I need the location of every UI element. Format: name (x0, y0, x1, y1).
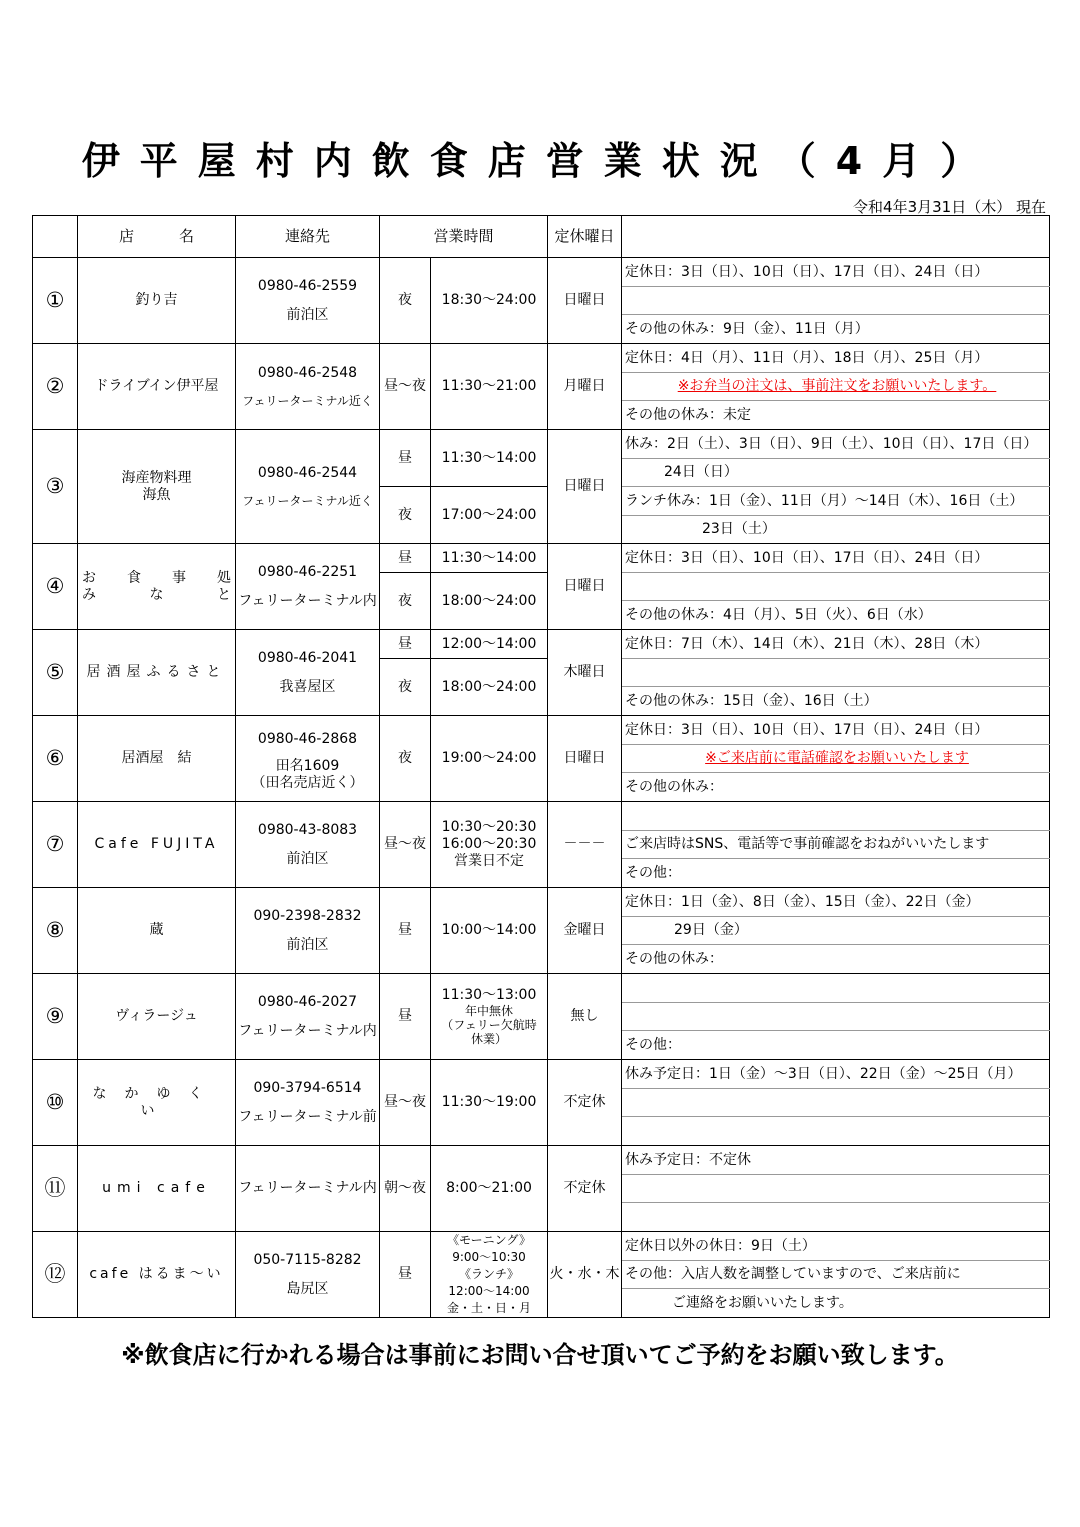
hours-line: 年中無休 (465, 1004, 514, 1018)
closed-day: －－－ (548, 802, 622, 888)
note-line: 定休日：4日（月）、11日（月）、18日（月）、25日（月） (622, 344, 1050, 373)
as-of-date: 令和4年3月31日（木） 現在 (853, 198, 1046, 216)
contact-cell (236, 630, 380, 716)
hours: 19:00～24:00 (431, 716, 548, 802)
phone-number: 0980-46-2041 (257, 649, 358, 666)
period: 昼 (380, 888, 431, 974)
note-line (622, 1003, 1050, 1031)
shop-name: ドライブイン伊平屋 (78, 344, 236, 430)
closed-day: 月曜日 (548, 344, 622, 430)
phone-number: 0980-46-2868 (257, 731, 358, 747)
location: 我喜屋区 (279, 678, 336, 695)
note-line: その他の休み： (622, 945, 1050, 974)
hours: 11:30～21:00 (431, 344, 548, 430)
location: 前泊区 (286, 850, 329, 867)
hours-line: 11:30～13:00 (441, 987, 537, 1003)
header-notes (622, 216, 1050, 258)
hours: 18:00～24:00 (431, 573, 548, 630)
restaurant-schedule-table (32, 215, 1050, 1318)
note-line: 定休日：3日（日）、10日（日）、17日（日）、24日（日） (622, 544, 1050, 573)
phone-number: 0980-46-2548 (257, 365, 358, 381)
location: 前泊区 (286, 936, 329, 953)
hours-line: （フェリー欠航時 (441, 1018, 537, 1032)
shop-name: なかゆくい (78, 1060, 236, 1146)
note-line (622, 974, 1050, 1003)
shop-name: 居酒屋 結 (78, 716, 236, 802)
note-line: その他の休み： (622, 773, 1050, 802)
hours (431, 1232, 548, 1318)
header-row (33, 216, 1050, 258)
hours-line: 10:30～20:30 (441, 819, 537, 835)
note-line: その他： (622, 859, 1050, 888)
reservation-notice: ※飲食店に行かれる場合は事前にお問い合せ頂いてご予約をお願い致します。 (121, 1341, 959, 1369)
hours: 11:30～14:00 (431, 430, 548, 487)
note-line: その他の休み：15日（金）、16日（土） (622, 687, 1050, 716)
period: 昼～夜 (380, 344, 431, 430)
row-number: ④ (33, 544, 78, 630)
note-line: その他の休み：4日（月）、5日（火）、6日（水） (622, 601, 1050, 630)
note-line: 休み予定日：1日（金）～3日（日）、22日（金）～25日（月） (622, 1060, 1050, 1089)
shop-name: umi cafe (78, 1146, 236, 1232)
period: 昼 (380, 1232, 431, 1318)
note-line: ランチ休み：1日（金）、11日（月）～14日（木）、16日（土） (622, 487, 1050, 516)
closed-day: 金曜日 (548, 888, 622, 974)
closed-day: 日曜日 (548, 258, 622, 344)
location: フェリーターミナル内 (238, 592, 377, 609)
shop-name-line: 海産物料理 (121, 469, 192, 486)
note-warning: ※お弁当の注文は、事前注文をお願いいたします。 (622, 373, 1050, 401)
header-no (33, 216, 78, 258)
location (236, 754, 379, 792)
shop-name: 釣り吉 (78, 258, 236, 344)
contact-cell (236, 888, 380, 974)
header-contact: 連絡先 (236, 216, 380, 258)
table-row (33, 1146, 1050, 1175)
hours-line: 《ランチ》 (459, 1267, 520, 1281)
phone-number: 0980-46-2251 (257, 563, 358, 580)
shop-name (78, 430, 236, 544)
hours-line: 《モーニング》 (447, 1233, 531, 1247)
shop-name-line: 海魚 (142, 486, 171, 503)
table-row (33, 544, 1050, 573)
note-line: 定休日以外の休日：9日（土） (622, 1232, 1050, 1261)
closed-day: 日曜日 (548, 716, 622, 802)
contact-cell (236, 1060, 380, 1146)
period: 昼～夜 (380, 1060, 431, 1146)
note-line: 23日（土） (622, 516, 1050, 544)
closed-day: 木曜日 (548, 630, 622, 716)
name-char: お (82, 569, 96, 586)
row-number: ① (33, 258, 78, 344)
note-line (622, 802, 1050, 831)
note-line: 休み：2日（土）、3日（日）、9日（土）、10日（日）、17日（日） (622, 430, 1050, 459)
note-line (622, 1203, 1050, 1232)
hours: 10:00～14:00 (431, 888, 548, 974)
table-row (33, 1232, 1050, 1261)
hours-line: 休業） (471, 1032, 508, 1046)
period: 昼～夜 (380, 802, 431, 888)
contact-cell (236, 1232, 380, 1318)
shop-name-line (78, 570, 235, 587)
row-number: ⑩ (33, 1060, 78, 1146)
name-char: 処 (217, 569, 231, 586)
shop-name-line (78, 587, 235, 604)
phone-number: 090-3794-6514 (253, 1079, 362, 1096)
table-row (33, 344, 1050, 373)
note-line (622, 1089, 1050, 1117)
header-closed-day: 定休曜日 (548, 216, 622, 258)
note-line (622, 287, 1050, 315)
phone-number: 0980-43-8083 (257, 821, 358, 838)
table-row (33, 802, 1050, 831)
note-line: 24日（日） (622, 459, 1050, 487)
note-line (622, 1175, 1050, 1203)
location: フェリーターミナル近く (242, 494, 373, 508)
page-title: 伊平屋村内飲食店営業状況（4月） (81, 139, 999, 183)
hours-line: 12:00～14:00 (448, 1284, 530, 1298)
period: 昼 (380, 430, 431, 487)
hours: 11:30～14:00 (431, 544, 548, 573)
name-char: 食 (127, 569, 141, 586)
contact-cell (236, 974, 380, 1060)
location-line: （田名売店近く） (251, 775, 364, 791)
shop-name: cafe はるま～い (78, 1232, 236, 1318)
closed-day: 火・水・木 (548, 1232, 622, 1318)
location: 前泊区 (286, 306, 329, 323)
period: 夜 (380, 573, 431, 630)
hours-line: 営業日不定 (454, 853, 524, 869)
location: フェリーターミナル前 (238, 1108, 377, 1125)
period: 昼 (380, 544, 431, 573)
note-line: 定休日：3日（日）、10日（日）、17日（日）、24日（日） (622, 716, 1050, 745)
row-number: ⑪ (33, 1146, 78, 1232)
header-hours: 営業時間 (380, 216, 548, 258)
row-number: ⑤ (33, 630, 78, 716)
name-char: み (82, 586, 96, 603)
hours: 18:30～24:00 (431, 258, 548, 344)
shop-name: 居酒屋ふるさと (78, 630, 236, 716)
name-char: と (217, 586, 231, 603)
note-line: その他：入店人数を調整していますので、ご来店前に (622, 1261, 1050, 1289)
contact-cell (236, 802, 380, 888)
hours (431, 974, 548, 1060)
contact-cell (236, 716, 380, 802)
note-line: ご来店時はSNS、電話等で事前確認をおねがいいたします (622, 831, 1050, 859)
hours: 18:00～24:00 (431, 659, 548, 716)
closed-day: 無し (548, 974, 622, 1060)
phone-number: 0980-46-2559 (257, 277, 358, 294)
phone-number: 090-2398-2832 (253, 907, 362, 924)
contact-cell (236, 430, 380, 544)
location: 島尻区 (286, 1280, 329, 1297)
location: フェリーターミナル内 (238, 1022, 377, 1039)
row-number: ⑨ (33, 974, 78, 1060)
name-char: な (149, 586, 164, 603)
contact-cell (236, 544, 380, 630)
table-row (33, 1060, 1050, 1089)
note-line: ご連絡をお願いいたします。 (622, 1289, 1050, 1318)
note-line: その他の休み：9日（金）、11日（月） (622, 315, 1050, 344)
row-number: ⑦ (33, 802, 78, 888)
row-number: ⑫ (33, 1232, 78, 1318)
contact-cell (236, 344, 380, 430)
hours-line: 16:00～20:30 (441, 836, 537, 852)
note-line: その他： (622, 1031, 1050, 1060)
table-row (33, 258, 1050, 287)
hours: 17:00～24:00 (431, 487, 548, 544)
row-number: ② (33, 344, 78, 430)
note-warning: ※ご来店前に電話確認をお願いいたします (622, 745, 1050, 773)
location: フェリーターミナル内 (236, 1146, 380, 1232)
hours-line: 金・土・日・月 (447, 1301, 532, 1315)
table-row (33, 630, 1050, 659)
hours: 8:00～21:00 (431, 1146, 548, 1232)
note-line (622, 1117, 1050, 1146)
hours: 11:30～19:00 (431, 1060, 548, 1146)
shop-name: ヴィラージュ (78, 974, 236, 1060)
row-number: ③ (33, 430, 78, 544)
row-number: ⑥ (33, 716, 78, 802)
note-line (622, 659, 1050, 687)
hours-line: 9:00～10:30 (452, 1250, 526, 1264)
note-line: 定休日：7日（木）、14日（木）、21日（木）、28日（木） (622, 630, 1050, 659)
shop-name: 蔵 (78, 888, 236, 974)
table-row (33, 974, 1050, 1003)
period: 昼 (380, 630, 431, 659)
hours: 12:00～14:00 (431, 630, 548, 659)
phone-number: 0980-46-2027 (257, 993, 358, 1010)
contact-cell (236, 258, 380, 344)
table-row (33, 716, 1050, 745)
shop-name: Cafe FUJITA (78, 802, 236, 888)
closed-day: 不定休 (548, 1146, 622, 1232)
row-number: ⑧ (33, 888, 78, 974)
location-line: 田名1609 (275, 758, 340, 774)
closed-day: 日曜日 (548, 430, 622, 544)
table-row (33, 888, 1050, 917)
location: フェリーターミナル近く (242, 394, 373, 408)
hours (431, 802, 548, 888)
note-line: 29日（金） (622, 917, 1050, 945)
period: 夜 (380, 659, 431, 716)
period: 夜 (380, 258, 431, 344)
note-line: その他の休み：未定 (622, 401, 1050, 430)
phone-number: 050-7115-8282 (253, 1251, 362, 1268)
period: 夜 (380, 487, 431, 544)
phone-number: 0980-46-2544 (257, 465, 358, 481)
period: 夜 (380, 716, 431, 802)
period: 朝～夜 (380, 1146, 431, 1232)
note-line (622, 573, 1050, 601)
note-line: 休み予定日：不定休 (622, 1146, 1050, 1175)
shop-name (78, 544, 236, 630)
note-line: 定休日：1日（金）、8日（金）、15日（金）、22日（金） (622, 888, 1050, 917)
closed-day: 不定休 (548, 1060, 622, 1146)
header-name: 店 名 (78, 216, 236, 258)
name-char: 事 (172, 569, 186, 586)
closed-day: 日曜日 (548, 544, 622, 630)
note-line: 定休日：3日（日）、10日（日）、17日（日）、24日（日） (622, 258, 1050, 287)
period: 昼 (380, 974, 431, 1060)
table-row (33, 430, 1050, 459)
